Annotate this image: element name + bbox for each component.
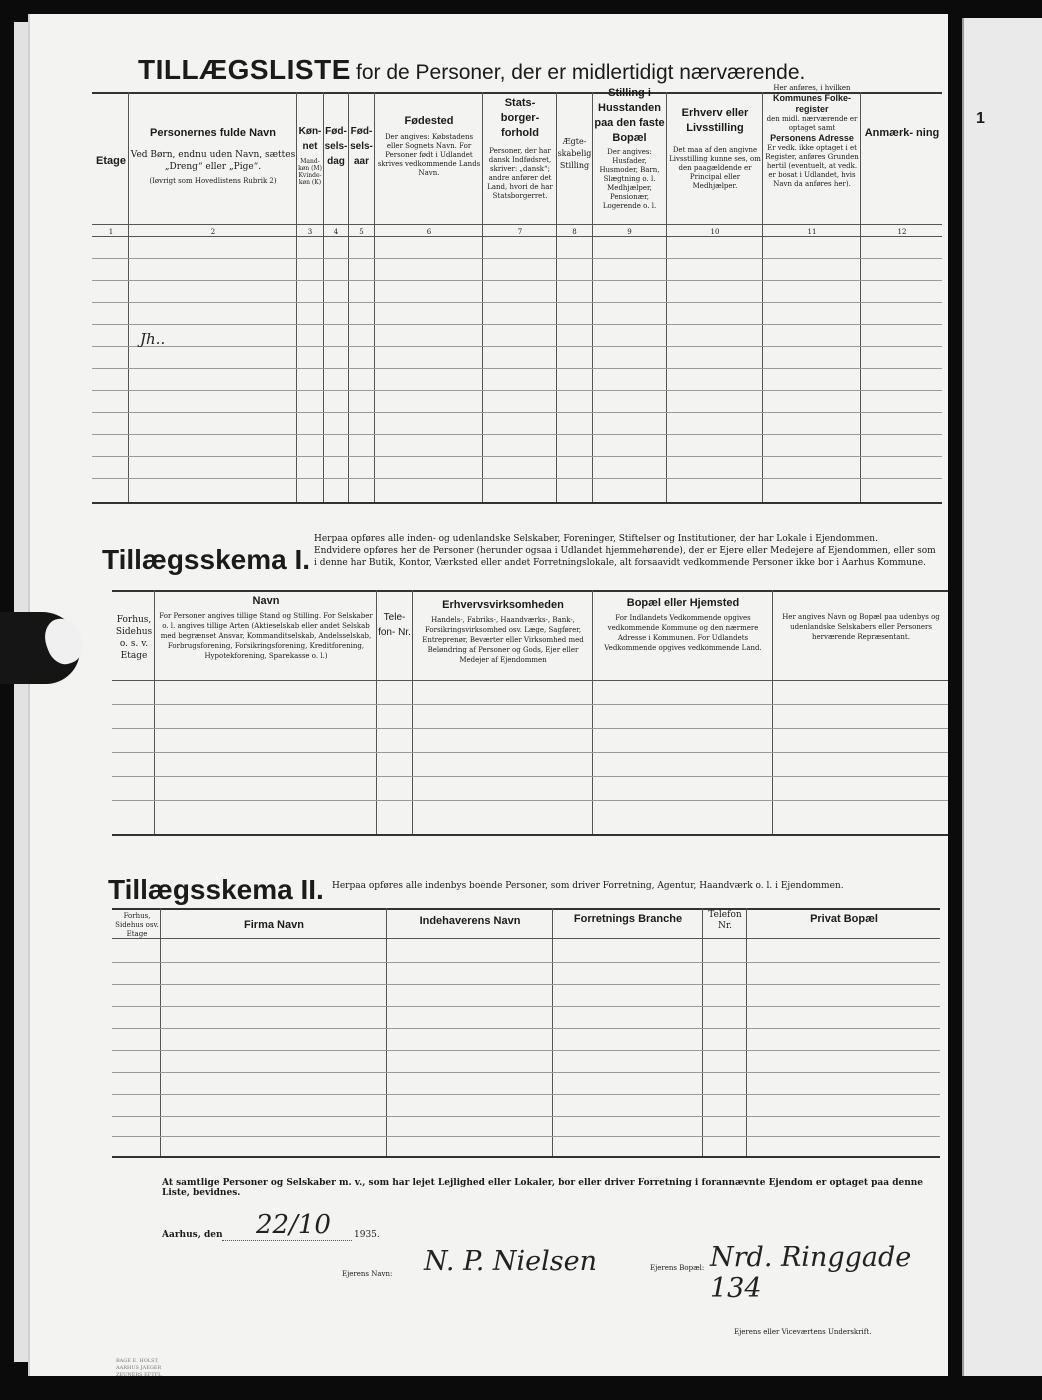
s2-col-private-heading: Privat Bopæl xyxy=(810,913,878,925)
col-number: 6 xyxy=(426,228,432,236)
schema2-title: Tillægsskema II. xyxy=(108,874,324,905)
s1-col-name-header xyxy=(158,594,374,661)
col-register-heading: Kommunes Folke- register xyxy=(772,93,851,114)
s1-col-residence-note: For Indlandets Vedkommende opgives vedkommende Kommune og den nærmere Adresse i Kommunen. For Udlandets Vedkommende opgives vedkommende Land. xyxy=(604,614,762,652)
col-occupation-note: Det maa af den angivne Livsstilling kunne ses, om den paagældende er Principal eller Medhjælper. xyxy=(669,146,761,190)
schema1-intro-line: Endvidere opføres her de Personer (herunder ogsaa i Udlandet hjemmehørende), der er Ejere eller Medejere af Ejendommen, eller som xyxy=(314,546,936,556)
s2-col-floor-heading: Forhus, Sidehus osv. Etage xyxy=(115,912,159,938)
year-label: 1935. xyxy=(354,1230,380,1240)
col-number: 2 xyxy=(210,228,216,236)
schema1-title: Tillægsskema I. xyxy=(102,544,311,575)
owner-address-label: Ejerens Bopæl: xyxy=(650,1264,705,1272)
col-marital-heading: Ægte- skabelig Stilling xyxy=(557,137,592,170)
col-number: 11 xyxy=(807,228,817,236)
col-birthyear-heading: Fød- sels- aar xyxy=(350,126,373,167)
s2-col-branch-heading: Forretnings Branche xyxy=(573,913,683,925)
col-birthplace-heading: Fødested xyxy=(404,115,454,127)
s1-col-residence-heading: Bopæl eller Hjemsted xyxy=(626,597,740,609)
col-number: 12 xyxy=(897,228,907,236)
col-sex-note: Mand- køn (M) Kvinde- køn (K) xyxy=(298,158,322,186)
s1-col-residence-header xyxy=(594,596,772,653)
col-number: 3 xyxy=(307,228,313,236)
col-register-header xyxy=(764,84,860,189)
s2-col-firm-heading: Firma Navn xyxy=(244,919,304,931)
s1-col-name-note: For Personer angives tillige Stand og Stilling. For Selskaber o. l. angives tillige Arten (Aktieselskab eller andet Selskab med begrænset Ansvar, Kommanditselskab, Andelsselskab, Forbrugsforening, Forsikringsforening, Kreditforening, Hypotekforening, Sparekasse o. l.) xyxy=(159,612,373,660)
col-register-note: den midl. nærværende er optaget samt xyxy=(766,115,858,132)
col-occupation-heading: Erhverv eller Livsstilling xyxy=(681,107,749,134)
col-household-header xyxy=(593,86,666,211)
list-subtitle: for de Personer, der er midlertidigt nærværende. xyxy=(355,61,806,84)
col-number: 7 xyxy=(517,228,523,236)
place-label: Aarhus, den xyxy=(162,1230,223,1240)
next-page-mark: 1 xyxy=(976,110,985,127)
col-household-heading: Stilling i Husstanden paa den faste Bopæl xyxy=(594,87,665,144)
col-remark-heading: Anmærk- ning xyxy=(864,127,940,139)
col-number: 9 xyxy=(627,228,632,236)
schema2-intro: Herpaa opføres alle indenbys boende Personer, som driver Forretning, Agentur, Haandværk o. l. i Ejendommen. xyxy=(332,881,844,891)
col-register-pre: Her anføres, i hvilken xyxy=(773,84,851,92)
col-number: 1 xyxy=(108,228,114,236)
form-page xyxy=(28,14,948,1376)
schema1-intro-line: Herpaa opføres alle inden- og udenlandske Selskaber, Foreninger, Stiftelser og Institutioner, der har Lokale i Ejendommen. xyxy=(314,534,878,544)
s1-col-representative-note: Her angives Navn og Bopæl paa udenbys og udenlandske Selskabers eller Personers herværende Repræsentant. xyxy=(782,613,940,641)
col-sex-heading: Køn- net xyxy=(298,126,322,152)
s1-col-business-note: Handels-, Fabriks-, Haandværks-, Bank-, Forsikringsvirksomhed osv. Læge, Sagfører, Entreprenør, Beværter eller Virksomhed med Beløndring af Personer og Gods, Ejer eller Medejer af Ejendommen xyxy=(422,616,584,664)
s1-col-floor-heading: Forhus, Sidehus o. s. v. Etage xyxy=(115,615,153,661)
s1-col-name-heading: Navn xyxy=(252,595,280,607)
schema1-intro xyxy=(314,533,954,569)
s1-col-business-heading: Erhvervsvirksomheden xyxy=(442,599,564,611)
col-number: 4 xyxy=(333,228,339,236)
s1-col-phone-heading: Tele- fon- Nr. xyxy=(378,612,411,638)
col-household-note: Der angives: Husfader, Husmoder, Barn, Slægtning o. l. Medhjælper, Pensionær, Logerende o. l. xyxy=(599,148,660,210)
col-sex-header xyxy=(297,124,323,186)
col-register-note2: Er vedk. ikke optaget i et Register, anføres Grunden hertil (eventuelt, at vedk. er bosat i Udlandet, hvis Navn da anføres her). xyxy=(765,144,859,188)
col-register-heading2: Personens Adresse xyxy=(770,133,854,143)
col-name-heading: Personernes fulde Navn xyxy=(150,127,276,139)
col-citizenship-note: Personer, der har dansk Indfødsret, skriver: „dansk“; andre anfører det Land, hvori de har Statsborgerret. xyxy=(487,147,553,200)
s2-col-owner-heading: Indehaverens Navn xyxy=(419,915,521,927)
signature-caption: Ejerens eller Viceværtens Underskrift. xyxy=(734,1328,872,1336)
col-number: 10 xyxy=(710,228,720,236)
col-name-note: Ved Børn, endnu uden Navn, sættes „Dreng“ eller „Pige“. xyxy=(130,150,296,172)
s1-col-business-header xyxy=(414,598,592,665)
col-citizenship-heading: Stats- borger- forhold xyxy=(500,97,540,139)
col-birthplace-note: Der angives: Købstadens eller Sognets Navn. For Personer født i Udlandet skrives vedkommende Lands Navn. xyxy=(377,133,481,177)
list-heading xyxy=(138,54,805,86)
s2-col-phone-heading: Telefon Nr. xyxy=(708,910,742,931)
col-birthday-heading: Fød- sels- dag xyxy=(324,126,348,167)
col-etage-heading: Etage xyxy=(96,155,126,167)
printer-imprint: BAGE E. HOLST, AARHUS JAEGER ZEUNERS EFTFL xyxy=(116,1358,162,1378)
list-title: TILLÆGSLISTE xyxy=(138,54,351,85)
owner-address-handwritten: Nrd. Ringgade 134 xyxy=(710,1242,912,1304)
owner-signature: N. P. Nielsen xyxy=(424,1246,598,1277)
col-number: 5 xyxy=(359,228,364,236)
owner-name-label: Ejerens Navn: xyxy=(342,1270,393,1278)
adjacent-page xyxy=(962,18,1042,1376)
schema1-intro-line: i denne har Butik, Kontor, Værksted eller andet Forretningslokale, alt forsaavidt vedkommende Personer ikke bor i Aarhus Kommune. xyxy=(314,558,926,568)
certification-text: At samtlige Personer og Selskaber m. v., som har lejet Lejlighed eller Lokaler, bor eller driver Forretning i forannævnte Ejendom er optaget paa denne Liste, bevidnes. xyxy=(162,1178,924,1198)
col-name-note2: (Iøvrigt som Hovedlistens Rubrik 2) xyxy=(149,177,277,185)
col-name-header xyxy=(130,126,296,185)
col-occupation-header xyxy=(668,106,762,191)
handwritten-scribble: Jh.. xyxy=(140,330,166,348)
col-birthplace-header xyxy=(376,114,482,178)
col-number: 8 xyxy=(572,228,577,236)
handwritten-date: 22/10 xyxy=(256,1210,331,1240)
col-citizenship-header xyxy=(484,96,556,201)
